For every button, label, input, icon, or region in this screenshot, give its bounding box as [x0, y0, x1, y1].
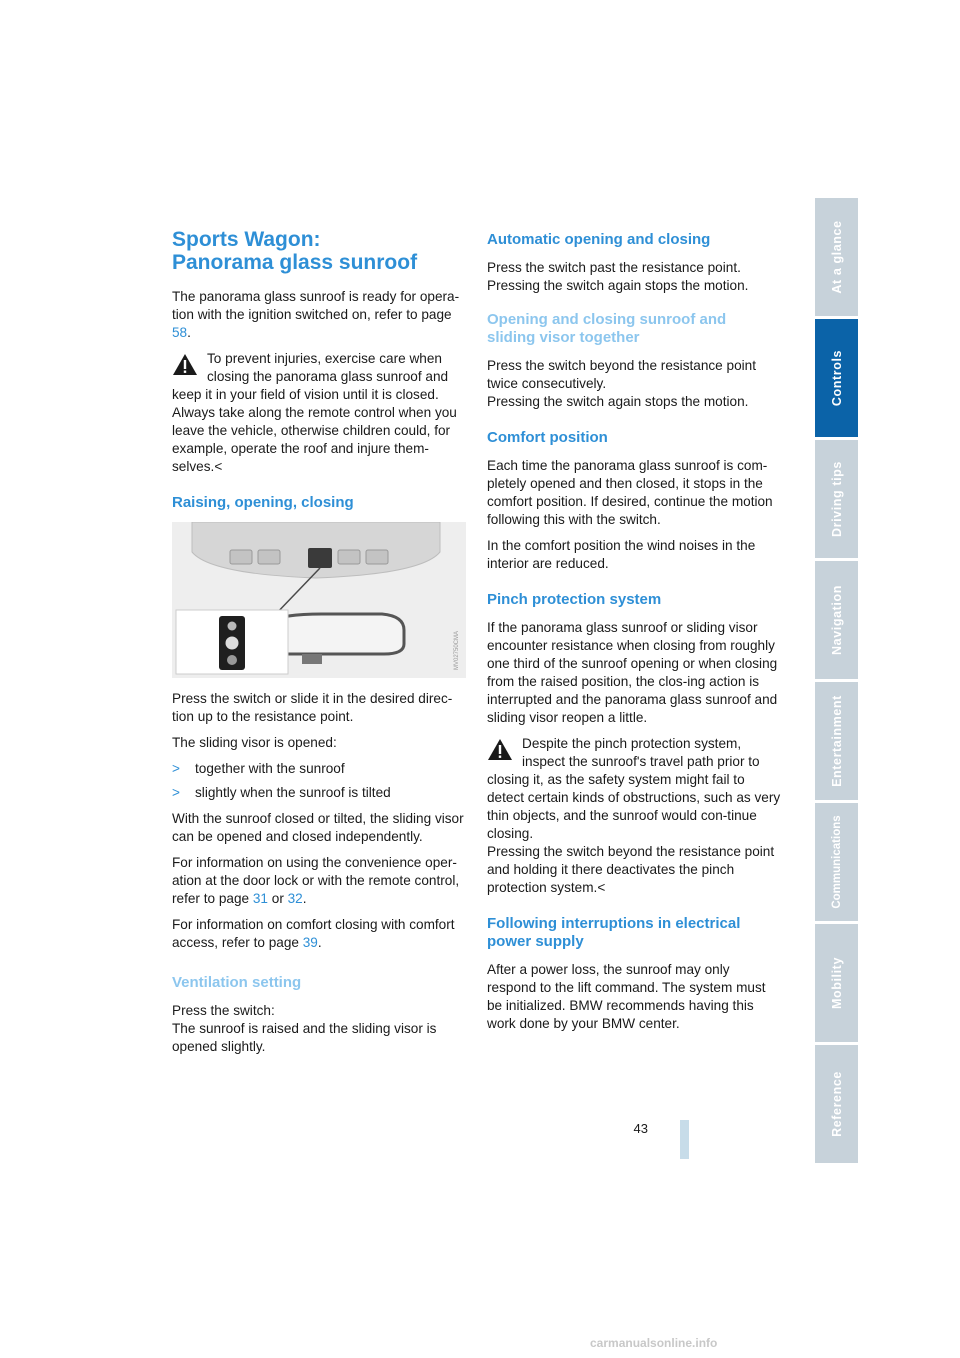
page-link-58[interactable]: 58	[172, 325, 188, 340]
page-link-31[interactable]: 31	[252, 891, 268, 906]
warning-rest-text: keep it in your field of vision until it is closed. Always take along the remote control when you leave the vehicle, otherwise children could, for example, operate the roof and injure them-selves.	[172, 387, 457, 474]
tab-label: Controls	[829, 349, 844, 407]
sunroof-switch-photo	[172, 522, 466, 678]
arrow-marker: >	[172, 785, 180, 800]
footer-watermark: carmanualsonline.info	[590, 1336, 718, 1350]
page-link-32[interactable]: 32	[287, 891, 303, 906]
heading-interruptions	[487, 915, 781, 951]
page-title-line2: Panorama glass sunroof	[172, 251, 418, 274]
intro-text: The panorama glass sunroof is ready for opera-tion with the ignition switched on, refer to page	[172, 289, 460, 322]
p5-after: .	[317, 935, 322, 950]
warning-triangle-icon	[487, 738, 513, 761]
warning-injuries	[172, 350, 466, 476]
comfort-p1: Each time the panorama glass sunroof is com-pletely opened and then closed, it stops in the comfort position. If desired, continue the motion following this with the switch.	[487, 458, 773, 527]
heading-interruptions-line2: power supply	[487, 933, 584, 950]
heading-pinch: Pinch protection system	[487, 591, 662, 608]
page-link-39[interactable]: 39	[302, 935, 318, 950]
ventilation-line1: Press the switch:	[172, 1003, 275, 1018]
tab-reference[interactable]	[815, 1045, 858, 1163]
warning-triangle-icon	[172, 353, 198, 376]
left-column	[172, 228, 466, 1064]
tab-label: At a glance	[829, 220, 844, 294]
intro-after: .	[187, 325, 191, 340]
together-line2: Pressing the switch again stops the motion.	[487, 394, 749, 409]
ventilation-text	[172, 1002, 466, 1056]
arrow-marker: >	[172, 761, 180, 776]
tab-label: Navigation	[829, 585, 844, 655]
tab-label: Mobility	[829, 956, 844, 1010]
right-column	[487, 231, 781, 1041]
raising-p4	[172, 854, 466, 908]
heading-together-line2: sliding visor together	[487, 329, 640, 346]
raising-p3: With the sunroof closed or tilted, the sliding visor can be opened and closed independently.	[172, 811, 464, 844]
tab-label: Reference	[829, 1071, 844, 1137]
heading-together-line1: Opening and closing sunroof and	[487, 311, 727, 328]
pinch-warning-rest: closing it, as the safety system might fail to detect certain kinds of obstructions, such as very thin objects, and the sunroof would con-tinue closing.	[487, 772, 781, 841]
image-id: MV02750CMA	[454, 630, 460, 670]
together-text	[487, 357, 781, 411]
pinch-warning-first: Despite the pinch protection system, inspect the sunroof's travel path prior to	[522, 736, 760, 769]
interruptions-text: After a power loss, the sunroof may only respond to the lift command. The system must be initialized. BMW recommends having this work done by your BMW center.	[487, 962, 766, 1031]
page-title	[172, 228, 466, 274]
pinch-warning-rest2	[487, 843, 781, 897]
tab-controls[interactable]	[815, 319, 858, 437]
pinch-warning-rest2-text: Pressing the switch beyond the resistance point and holding it there deactivates the pinch protection system.	[487, 844, 775, 895]
page-title-line1: Sports Wagon:	[172, 228, 321, 251]
ventilation-line2: The sunroof is raised and the sliding visor is opened slightly.	[172, 1021, 437, 1054]
comfort-p2: In the comfort position the wind noises in the interior are reduced.	[487, 538, 756, 571]
warning-rest	[172, 386, 466, 476]
list-item-text: together with the sunroof	[195, 761, 345, 776]
tab-driving-tips[interactable]	[815, 440, 858, 558]
raising-p1: Press the switch or slide it in the desired direc-tion up to the resistance point.	[172, 691, 453, 724]
heading-comfort: Comfort position	[487, 429, 608, 446]
raising-p5	[172, 916, 466, 952]
warning-first-lines: To prevent injuries, exercise care when closing the panorama glass sunroof and	[207, 351, 449, 384]
p4-mid: or	[267, 891, 288, 906]
heading-together	[487, 311, 781, 347]
page-number: 43	[633, 1121, 648, 1136]
heading-ventilation: Ventilation setting	[172, 974, 302, 991]
p5-text: For information on comfort closing with comfort access, refer to page	[172, 917, 455, 950]
tab-navigation[interactable]	[815, 561, 858, 679]
tab-label: Entertainment	[829, 695, 844, 787]
tab-mobility[interactable]	[815, 924, 858, 1042]
automatic-text: Press the switch past the resistance point. Pressing the switch again stops the motion.	[487, 260, 749, 293]
visor-list	[172, 760, 466, 802]
list-item	[172, 784, 466, 802]
page-number-bar	[680, 1120, 689, 1159]
end-mark: <	[597, 880, 606, 895]
tab-at-a-glance[interactable]	[815, 198, 858, 316]
list-item-text: slightly when the sunroof is tilted	[195, 785, 391, 800]
p4-after: .	[302, 891, 307, 906]
warning-pinch	[487, 735, 781, 897]
section-tabs	[815, 198, 858, 1166]
together-line1: Press the switch beyond the resistance point twice consecutively.	[487, 358, 757, 391]
list-item	[172, 760, 466, 778]
heading-automatic: Automatic opening and closing	[487, 231, 711, 248]
raising-p2: The sliding visor is opened:	[172, 735, 337, 750]
heading-raising: Raising, opening, closing	[172, 494, 354, 511]
end-mark: <	[214, 459, 223, 474]
pinch-p1: If the panorama glass sunroof or sliding visor encounter resistance when closing from roughly one third of the sunroof opening or when closing from the raised position, the clos-ing action is interrupted and the panorama glass sunroof and sliding visor reopen a little.	[487, 620, 778, 725]
tab-label: Communications	[830, 815, 843, 909]
intro-paragraph	[172, 288, 466, 342]
heading-interruptions-line1: Following interruptions in electrical	[487, 915, 741, 932]
p4-text: For information on using the convenience oper-ation at the door lock or with the remote control, refer to page	[172, 855, 460, 906]
tab-label: Driving tips	[829, 461, 844, 537]
tab-communications[interactable]	[815, 803, 858, 921]
tab-entertainment[interactable]	[815, 682, 858, 800]
